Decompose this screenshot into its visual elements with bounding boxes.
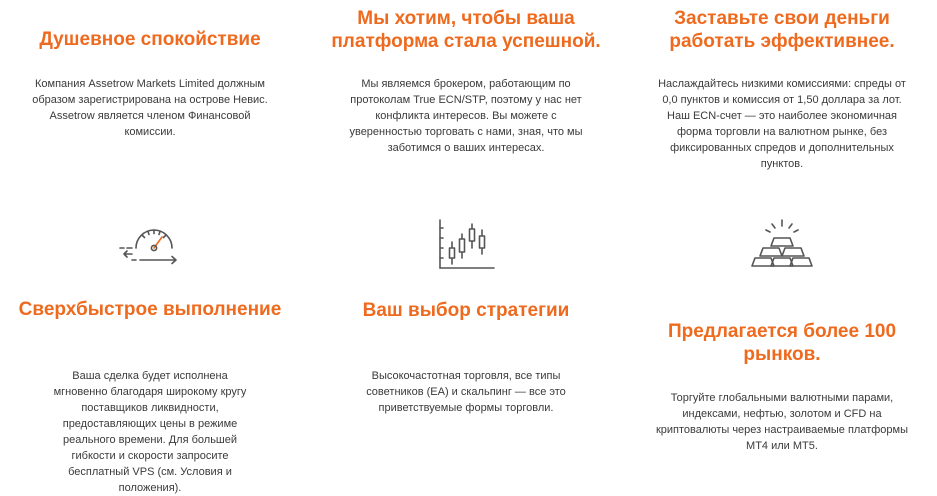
feature-title-peace-of-mind: Душевное спокойствие [39, 29, 261, 50]
candlestick-chart-icon [316, 218, 616, 274]
feature-description-peace-of-mind: Компания Assetrow Markets Limited должным образом зарегистрирована на острове Невис. Assetrow является членом Финансовой комиссии. [32, 78, 268, 138]
feature-description-strategy-choice: Высокочастотная торговля, все типы советников (EA) и скальпинг — все это приветствуемые формы торговли. [366, 370, 566, 414]
feature-description-platform-success: Мы являемся брокером, работающим по протоколам True ECN/STP, поэтому у нас нет конфликта интересов. Вы можете с уверенностью торговать с нами, зная, что мы заботимся о ваших интересах. [349, 78, 583, 154]
features-column-3 [632, 0, 932, 490]
feature-description-markets: Торгуйте глобальными валютными парами, индексами, нефтью, золотом и CFD на криптовалюты через настраиваемые платформы MT4 или MT5. [655, 392, 909, 452]
feature-title-platform-success: Мы хотим, чтобы ваша платформа стала успешной. [331, 8, 601, 52]
feature-description-money-efficiency: Наслаждайтесь низкими комиссиями: спреды от 0,0 пунктов и комиссия от 1,50 доллара за лот. Наш ECN-счет — это наиболее экономичная форма торговли на валютном рынке, без фиксированных спредов и дополнительных пунктов. [658, 78, 906, 170]
feature-title-fast-execution: Сверхбыстрое выполнение [18, 299, 282, 320]
gold-bars-icon [632, 218, 932, 274]
feature-title-money-efficiency: Заставьте свои деньги работать эффективнее. [669, 8, 895, 52]
speedometer-arrows-icon [0, 218, 300, 274]
feature-description-fast-execution: Ваша сделка будет исполнена мгновенно благодаря широкому кругу поставщиков ликвидности, предоставляющих цены в режиме реального времени. Для большей гибкости и скорости запросите бесплатный VPS (см. Условия и положения). [53, 370, 247, 494]
features-column-1 [0, 0, 300, 494]
features-column-2 [316, 0, 616, 490]
feature-title-markets: Предлагается более 100 рынков. [667, 321, 897, 365]
feature-title-strategy-choice: Ваш выбор стратегии [362, 300, 570, 321]
